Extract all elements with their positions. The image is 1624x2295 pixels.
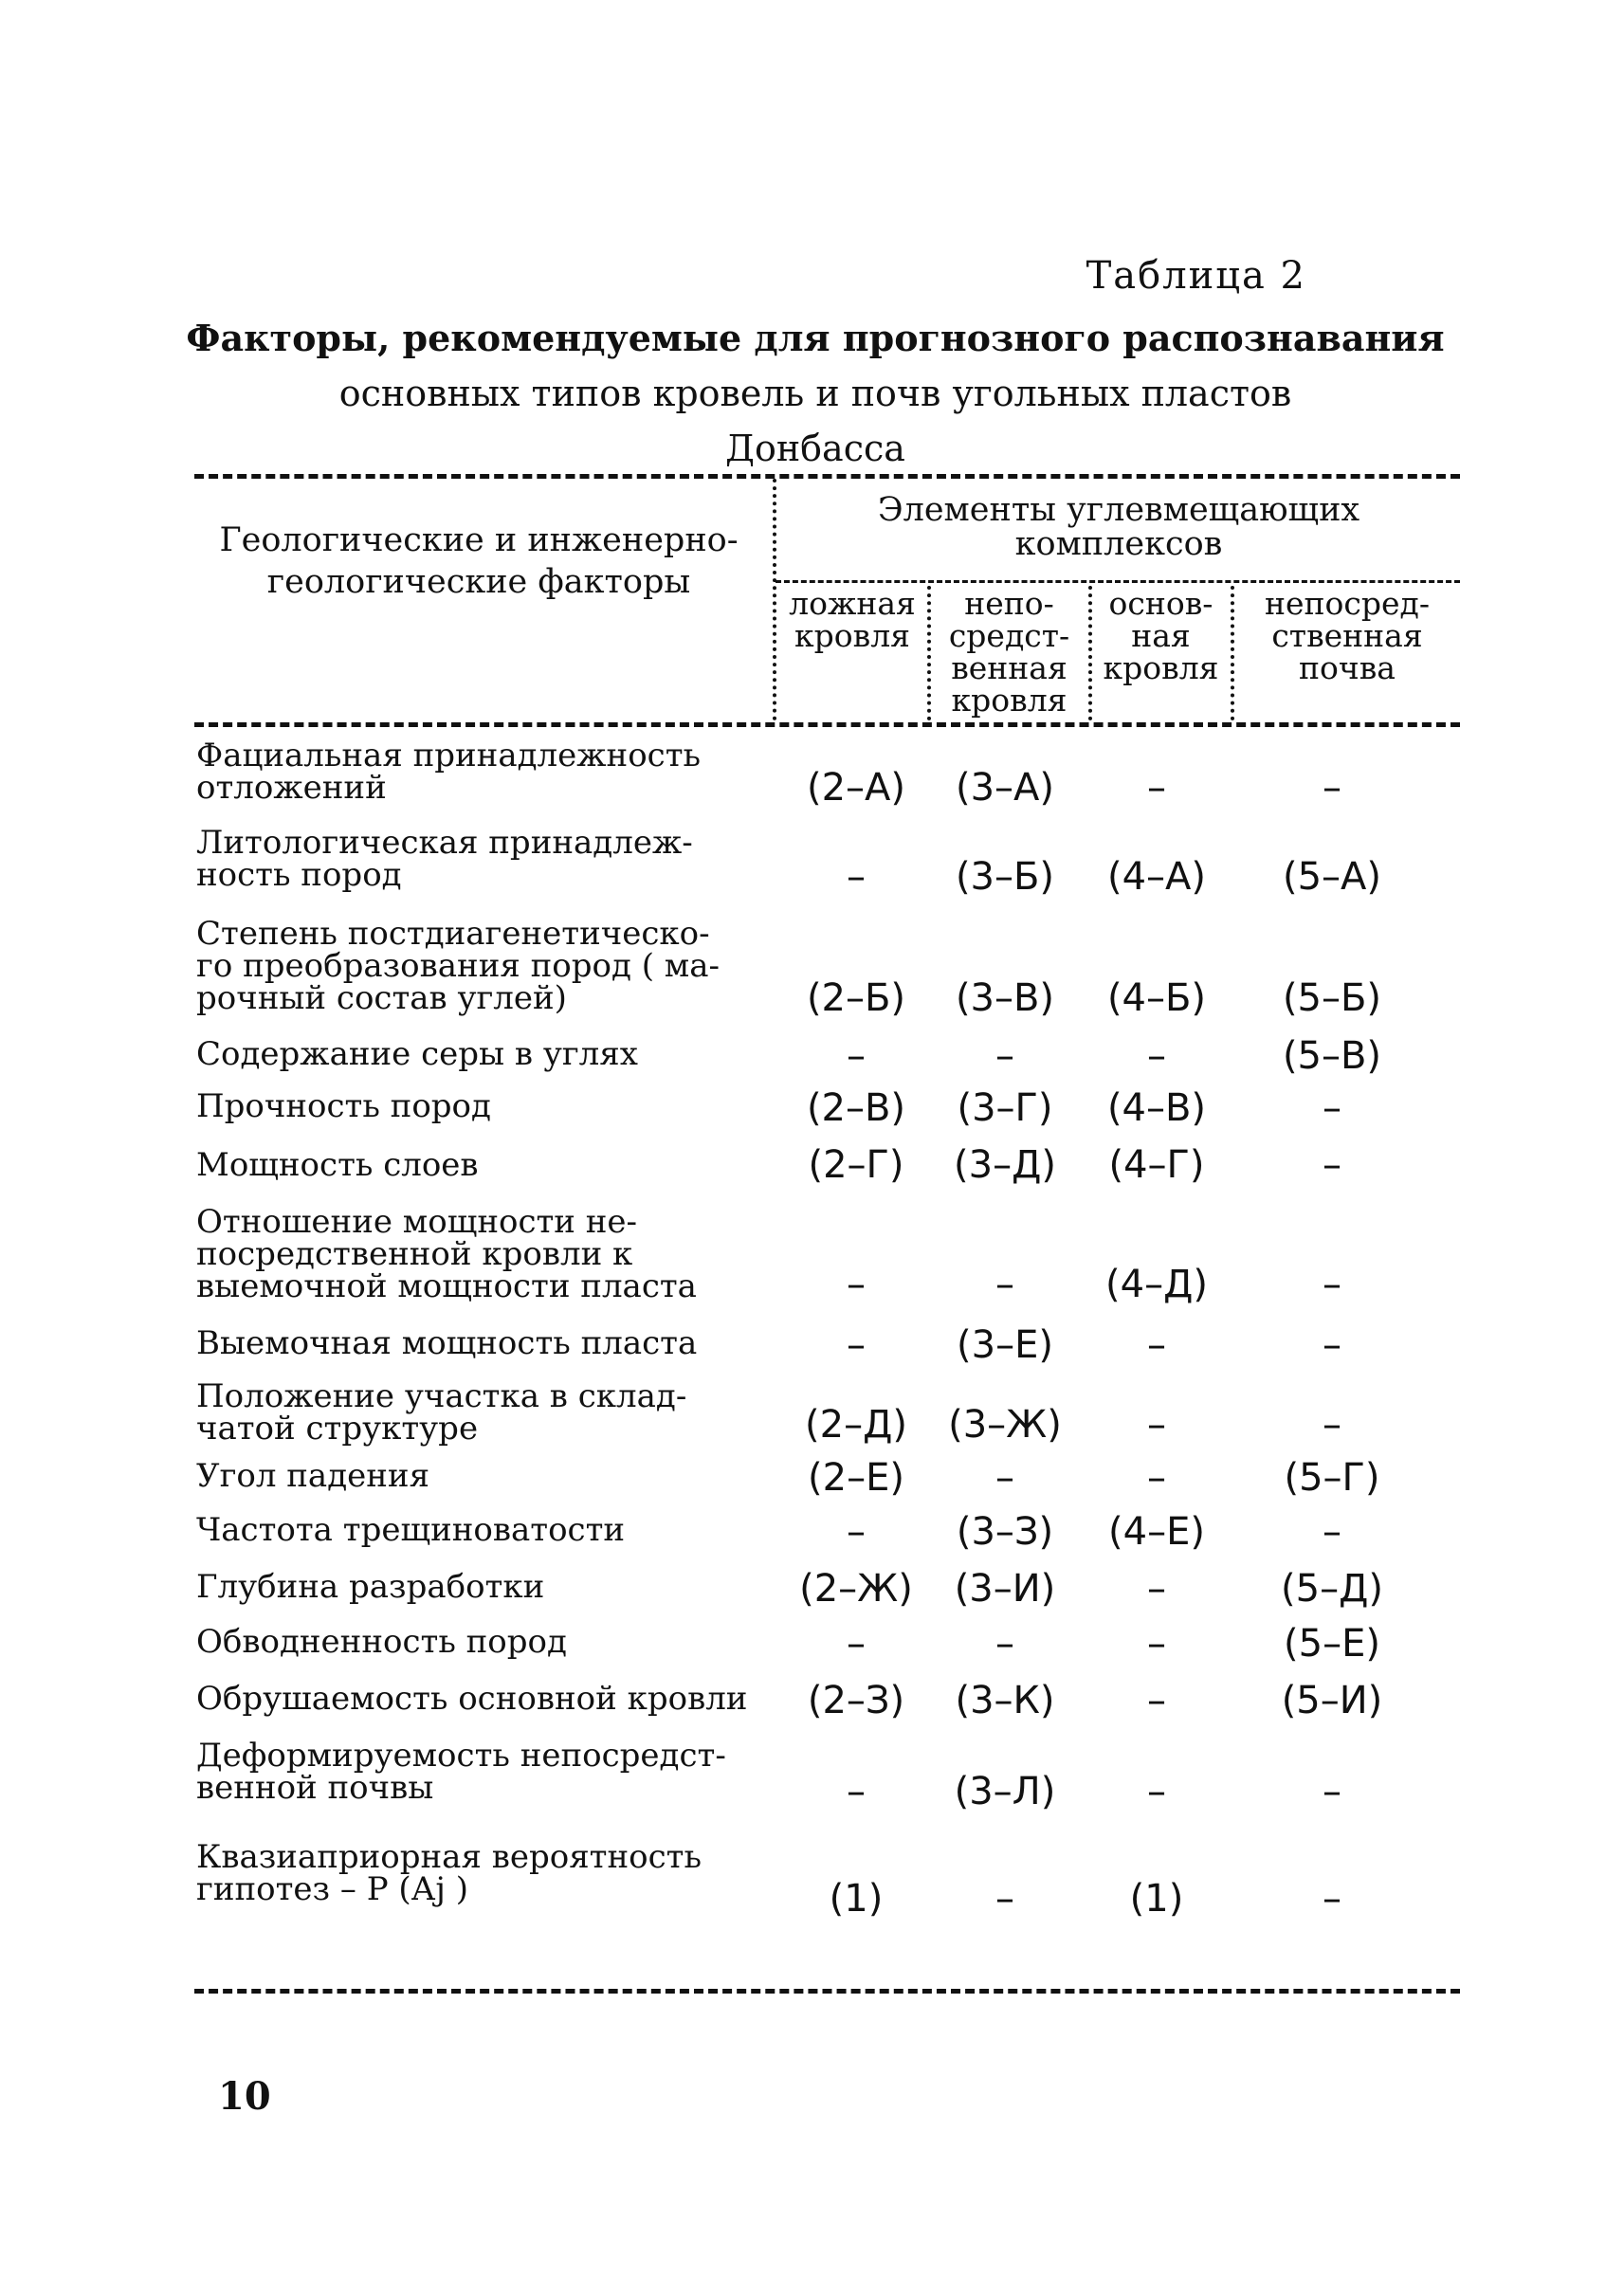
cell-main-roof: – xyxy=(1147,1323,1166,1367)
cell-immediate-roof: – xyxy=(995,1456,1014,1500)
title-line-3: Донбасса xyxy=(725,428,905,469)
header-factors: Геологические и инженерно- геологические факторы xyxy=(219,521,739,601)
cell-false-roof: (2–Б) xyxy=(806,976,906,1020)
factor-label: Прочность пород xyxy=(196,1087,491,1125)
cell-false-roof: (2–Г) xyxy=(808,1143,904,1187)
cell-main-roof: – xyxy=(1147,1770,1166,1813)
cell-immediate-roof: – xyxy=(995,1622,1014,1666)
cell-main-roof: – xyxy=(1147,1403,1166,1447)
cell-immediate-roof: (3–Л) xyxy=(954,1770,1056,1813)
cell-main-roof: (4–Д) xyxy=(1105,1263,1208,1306)
cell-main-roof: – xyxy=(1147,1567,1166,1611)
cell-false-roof: – xyxy=(847,1263,866,1306)
page-number: 10 xyxy=(218,2074,271,2119)
cell-immediate-floor: (5–Б) xyxy=(1282,976,1382,1020)
cell-main-roof: – xyxy=(1147,1679,1166,1722)
header-separator xyxy=(773,479,776,720)
cell-immediate-roof: – xyxy=(995,1034,1014,1078)
cell-false-roof: (1) xyxy=(829,1877,884,1921)
cell-immediate-floor: – xyxy=(1323,1143,1341,1187)
column-header-immediate-floor: непосред- ственная почва xyxy=(1265,585,1430,686)
cell-main-roof: – xyxy=(1147,1034,1166,1078)
title-line-2: основных типов кровель и почв угольных пластов xyxy=(338,373,1292,414)
cell-main-roof: (4–А) xyxy=(1106,855,1207,899)
factor-label: Деформируемость непосредст- венной почвы xyxy=(196,1737,726,1807)
cell-immediate-floor: (5–А) xyxy=(1282,855,1382,899)
cell-immediate-roof: (3–Б) xyxy=(955,855,1055,899)
cell-false-roof: (2–В) xyxy=(806,1086,906,1130)
cell-main-roof: – xyxy=(1147,1622,1166,1666)
cell-false-roof: – xyxy=(847,1323,866,1367)
cell-immediate-roof: (3–К) xyxy=(955,1679,1055,1722)
cell-immediate-floor: (5–И) xyxy=(1281,1679,1383,1722)
header-rule xyxy=(194,722,1460,727)
bottom-rule xyxy=(194,1989,1460,1994)
cell-immediate-roof: (3–В) xyxy=(955,976,1055,1020)
cell-immediate-roof: (3–Ж) xyxy=(948,1403,1062,1447)
cell-main-roof: (4–Г) xyxy=(1108,1143,1205,1187)
cell-immediate-roof: (3–Г) xyxy=(957,1086,1053,1130)
cell-immediate-floor: (5–Д) xyxy=(1281,1567,1383,1611)
cell-immediate-floor: – xyxy=(1323,1086,1341,1130)
cell-false-roof: – xyxy=(847,855,866,899)
factor-label: Квазиаприорная вероятность гипотез – Р (Аj ) xyxy=(196,1838,702,1908)
cell-immediate-roof: (3–Д) xyxy=(954,1143,1056,1187)
factor-label: Глубина разработки xyxy=(196,1568,545,1606)
cell-immediate-floor: – xyxy=(1323,766,1341,810)
factor-label: Отношение мощности не- посредственной кровли к выемочной мощности пласта xyxy=(196,1203,697,1305)
cell-immediate-floor: (5–Г) xyxy=(1284,1456,1380,1500)
factor-label: Частота трещиноватости xyxy=(196,1511,626,1549)
cell-immediate-floor: (5–В) xyxy=(1282,1034,1382,1078)
cell-main-roof: – xyxy=(1147,766,1166,810)
factor-label: Литологическая принадлеж- ность пород xyxy=(196,824,693,894)
factor-label: Содержание серы в углях xyxy=(196,1035,638,1073)
cell-false-roof: (2–Д) xyxy=(805,1403,907,1447)
factor-label: Обводненность пород xyxy=(196,1623,567,1661)
header-elements: Элементы углевмещающих комплексов xyxy=(877,491,1360,563)
column-header-false-roof: ложная кровля xyxy=(789,585,916,654)
subheader-rule xyxy=(776,580,1460,583)
cell-immediate-floor: – xyxy=(1323,1263,1341,1306)
cell-immediate-floor: – xyxy=(1323,1510,1341,1554)
cell-false-roof: (2–А) xyxy=(806,766,906,810)
factor-label: Положение участка в склад- чатой структуре xyxy=(196,1377,687,1448)
cell-immediate-roof: (3–А) xyxy=(955,766,1055,810)
cell-immediate-floor: – xyxy=(1323,1770,1341,1813)
table-number: Таблица 2 xyxy=(1086,254,1306,298)
top-rule xyxy=(194,474,1460,479)
factor-label: Выемочная мощность пласта xyxy=(196,1324,698,1362)
cell-immediate-roof: (3–Е) xyxy=(957,1323,1053,1367)
cell-false-roof: – xyxy=(847,1510,866,1554)
factor-label: Обрушаемость основной кровли xyxy=(196,1680,748,1718)
column-header-immediate-roof: непо- средст- венная кровля xyxy=(948,585,1070,719)
factor-label: Мощность слоев xyxy=(196,1146,479,1184)
factor-label: Фациальная принадлежность отложений xyxy=(196,737,702,807)
cell-false-roof: (2–Ж) xyxy=(799,1567,913,1611)
cell-main-roof: (4–Е) xyxy=(1108,1510,1205,1554)
cell-false-roof: – xyxy=(847,1770,866,1813)
cell-false-roof: (2–Е) xyxy=(808,1456,904,1500)
cell-main-roof: (4–Б) xyxy=(1106,976,1207,1020)
cell-immediate-floor: (5–Е) xyxy=(1284,1622,1380,1666)
cell-main-roof: – xyxy=(1147,1456,1166,1500)
cell-false-roof: (2–З) xyxy=(807,1679,905,1722)
cell-immediate-roof: – xyxy=(995,1263,1014,1306)
cell-immediate-roof: (3–И) xyxy=(954,1567,1056,1611)
cell-immediate-roof: (3–З) xyxy=(956,1510,1054,1554)
factor-label: Угол падения xyxy=(196,1457,430,1495)
title-line-1: Факторы, рекомендуемые для прогнозного распознавания xyxy=(186,317,1445,359)
cell-main-roof: (1) xyxy=(1129,1877,1184,1921)
cell-false-roof: – xyxy=(847,1622,866,1666)
table-title xyxy=(152,311,1479,476)
cell-false-roof: – xyxy=(847,1034,866,1078)
cell-immediate-floor: – xyxy=(1323,1403,1341,1447)
cell-main-roof: (4–В) xyxy=(1106,1086,1207,1130)
factor-label: Степень постдиагенетическо- го преобразования пород ( ма- рочный состав углей) xyxy=(196,915,721,1017)
cell-immediate-roof: – xyxy=(995,1877,1014,1921)
cell-immediate-floor: – xyxy=(1323,1877,1341,1921)
cell-immediate-floor: – xyxy=(1323,1323,1341,1367)
column-header-main-roof: основ- ная кровля xyxy=(1103,585,1219,686)
